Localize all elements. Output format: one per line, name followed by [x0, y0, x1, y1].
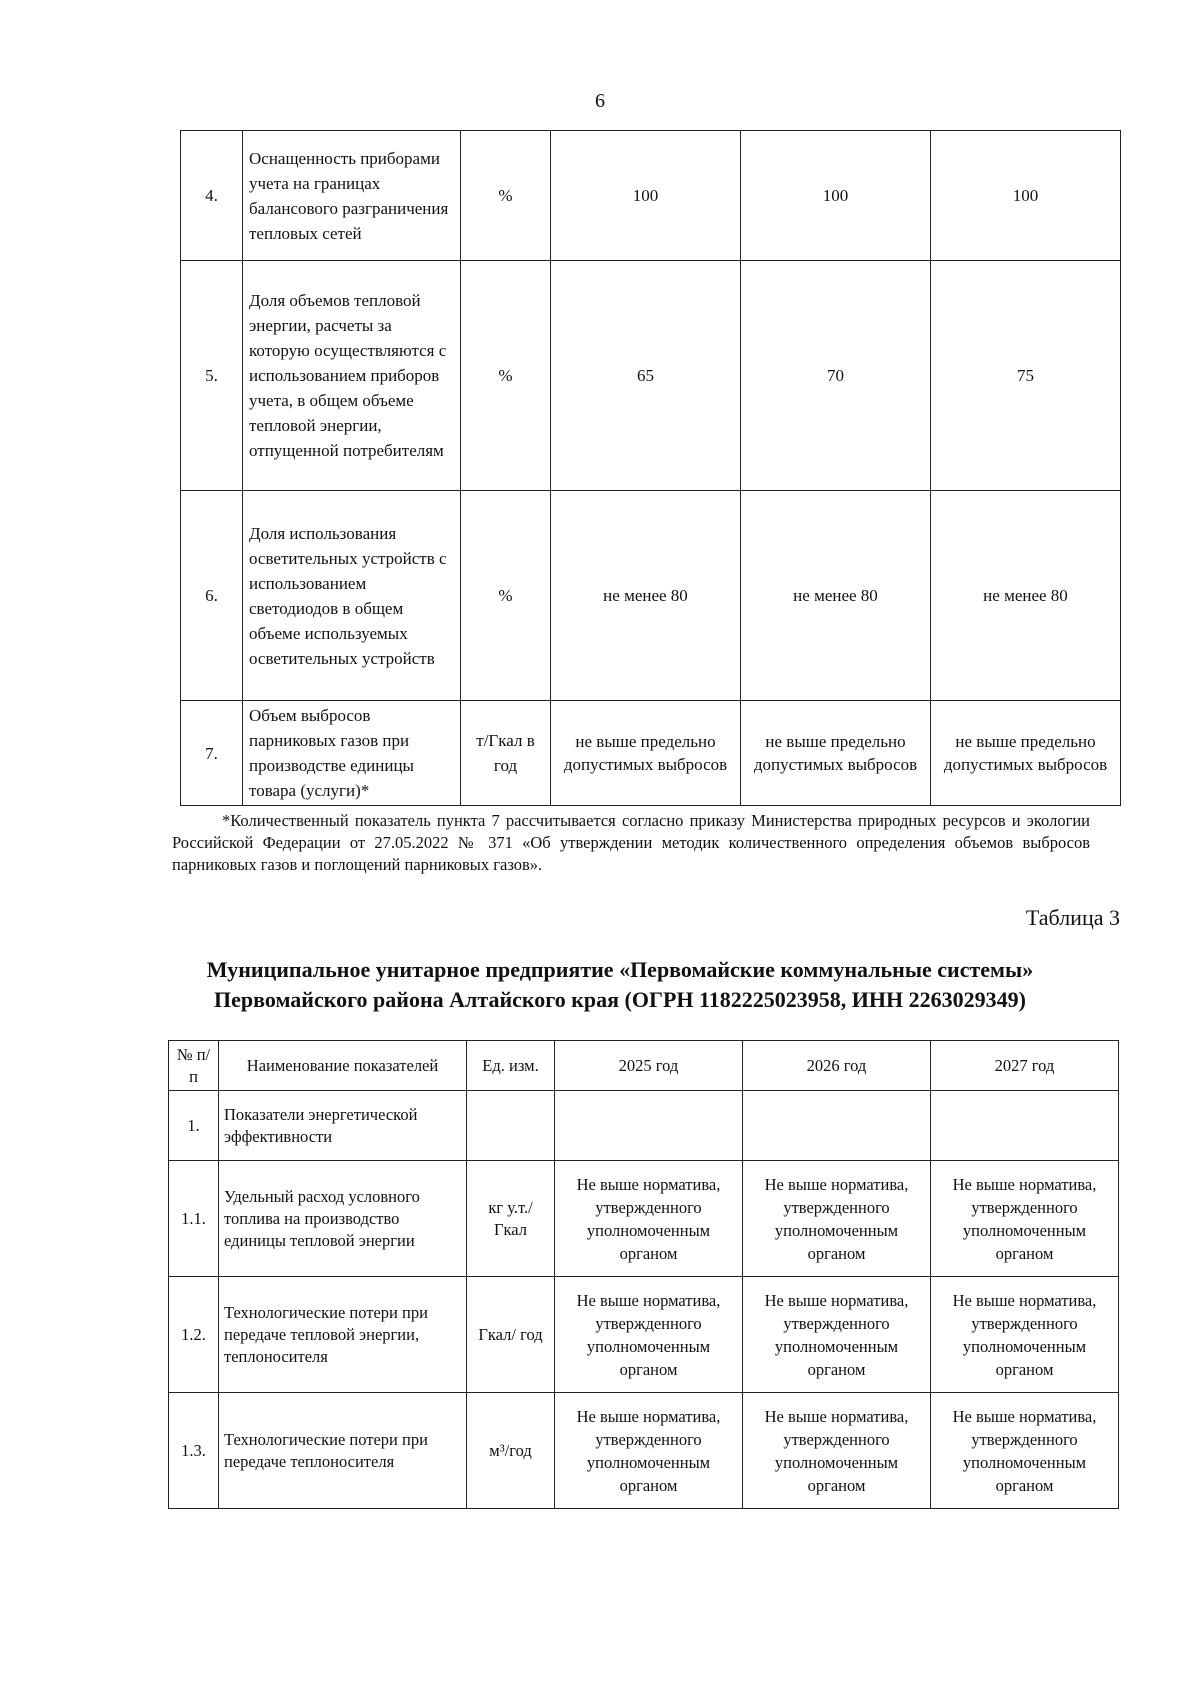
value-2027: Не выше норматива, утвержденного уполномоченным органом: [931, 1393, 1119, 1509]
row-number: 1.: [169, 1091, 219, 1161]
value-2025: 65: [551, 261, 741, 491]
value-2027: [931, 1091, 1119, 1161]
header-number: № п/п: [169, 1041, 219, 1091]
indicator-name: Объем выбросов парниковых газов при производстве единицы товара (услуги)*: [243, 701, 461, 806]
unit-cell: %: [461, 491, 551, 701]
table-header-row: [169, 1041, 1119, 1091]
value-2025: 100: [551, 131, 741, 261]
indicator-name: Доля объемов тепловой энергии, расчеты за которую осуществляются с использованием приборов учета, в общем объеме тепловой энергии, отпущенной потребителям: [243, 261, 461, 491]
value-2026: не выше предельно допустимых выбросов: [741, 701, 931, 806]
value-2025: не выше предельно допустимых выбросов: [551, 701, 741, 806]
table-row: [181, 701, 1121, 806]
unit-cell: м³/год: [467, 1393, 555, 1509]
organization-title: [140, 955, 1100, 1015]
table-row: [169, 1091, 1119, 1161]
indicator-name: Доля использования осветительных устройств с использованием светодиодов в общем объеме используемых осветительных устройств: [243, 491, 461, 701]
value-2026: 70: [741, 261, 931, 491]
indicator-name: Технологические потери при передаче тепловой энергии, теплоносителя: [219, 1277, 467, 1393]
indicator-name: Оснащенность приборами учета на границах балансового разграничения тепловых сетей: [243, 131, 461, 261]
value-2027: не менее 80: [931, 491, 1121, 701]
value-2026: не менее 80: [741, 491, 931, 701]
indicators-table-continued: [180, 130, 1121, 806]
table-row: [169, 1393, 1119, 1509]
row-number: 7.: [181, 701, 243, 806]
value-2025: не менее 80: [551, 491, 741, 701]
indicator-name: Показатели энергетической эффективности: [219, 1091, 467, 1161]
row-number: 5.: [181, 261, 243, 491]
indicators-table-3: [168, 1040, 1119, 1509]
table-row: [169, 1277, 1119, 1393]
value-2027: 75: [931, 261, 1121, 491]
organization-title-line-2: Первомайского района Алтайского края (ОГРН 1182225023958, ИНН 2263029349): [214, 987, 1026, 1012]
table-row: [181, 261, 1121, 491]
unit-cell: кг у.т./ Гкал: [467, 1161, 555, 1277]
value-2027: 100: [931, 131, 1121, 261]
header-2026: 2026 год: [743, 1041, 931, 1091]
value-2026: Не выше норматива, утвержденного уполномоченным органом: [743, 1277, 931, 1393]
organization-title-line-1: Муниципальное унитарное предприятие «Первомайские коммунальные системы»: [206, 957, 1034, 982]
value-2027: не выше предельно допустимых выбросов: [931, 701, 1121, 806]
unit-cell: т/Гкал в год: [461, 701, 551, 806]
header-2027: 2027 год: [931, 1041, 1119, 1091]
indicator-name: Удельный расход условного топлива на производство единицы тепловой энергии: [219, 1161, 467, 1277]
header-2025: 2025 год: [555, 1041, 743, 1091]
row-number: 6.: [181, 491, 243, 701]
unit-cell: %: [461, 261, 551, 491]
value-2026: 100: [741, 131, 931, 261]
table-row: [169, 1161, 1119, 1277]
header-name: Наименование показателей: [219, 1041, 467, 1091]
value-2025: Не выше норматива, утвержденного уполномоченным органом: [555, 1277, 743, 1393]
indicator-name: Технологические потери при передаче теплоносителя: [219, 1393, 467, 1509]
row-number: 1.2.: [169, 1277, 219, 1393]
row-number: 1.3.: [169, 1393, 219, 1509]
footnote: *Количественный показатель пункта 7 рассчитывается согласно приказу Министерства природных ресурсов и экологии Российской Федерации от 27.05.2022 № 371 «Об утверждении методик количественного определения объемов выбросов парниковых газов и поглощений парниковых газов».: [172, 811, 1090, 874]
value-2026: Не выше норматива, утвержденного уполномоченным органом: [743, 1393, 931, 1509]
value-2025: Не выше норматива, утвержденного уполномоченным органом: [555, 1393, 743, 1509]
value-2027: Не выше норматива, утвержденного уполномоченным органом: [931, 1161, 1119, 1277]
header-unit: Ед. изм.: [467, 1041, 555, 1091]
unit-cell: Гкал/ год: [467, 1277, 555, 1393]
unit-cell: %: [461, 131, 551, 261]
table-label: Таблица 3: [1025, 905, 1120, 930]
unit-cell: [467, 1091, 555, 1161]
value-2025: Не выше норматива, утвержденного уполномоченным органом: [555, 1161, 743, 1277]
page-number: 6: [595, 90, 605, 112]
value-2026: Не выше норматива, утвержденного уполномоченным органом: [743, 1161, 931, 1277]
row-number: 1.1.: [169, 1161, 219, 1277]
value-2025: [555, 1091, 743, 1161]
row-number: 4.: [181, 131, 243, 261]
table-row: [181, 491, 1121, 701]
value-2026: [743, 1091, 931, 1161]
table-row: [181, 131, 1121, 261]
value-2027: Не выше норматива, утвержденного уполномоченным органом: [931, 1277, 1119, 1393]
